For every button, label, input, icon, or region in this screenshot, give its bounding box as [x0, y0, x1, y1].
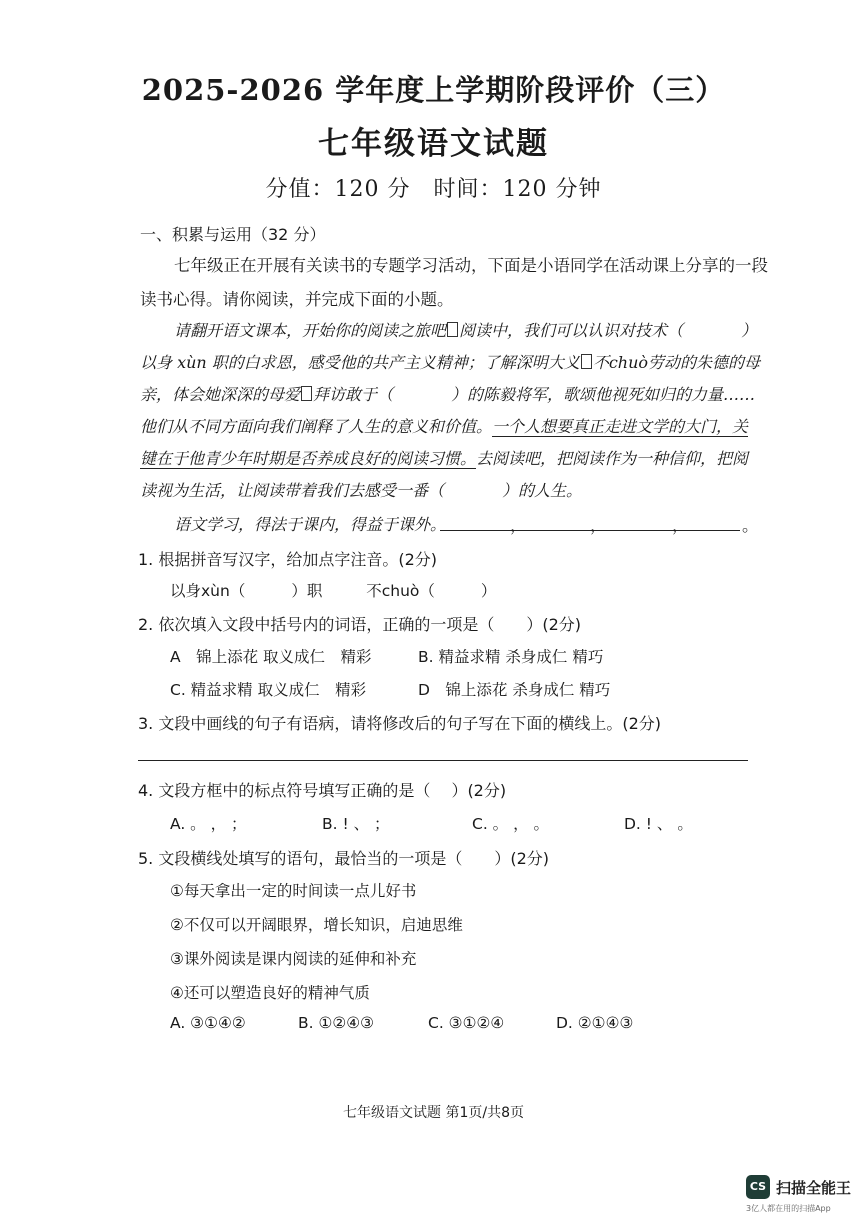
passage-line-2: 以身 xùn 职的白求恩，感受他的共产主义精神；了解深明大义 不chuò劳动的朱德的母	[140, 353, 761, 372]
camscanner-logo-icon: CS	[746, 1175, 770, 1199]
q2-option-d[interactable]: D 锦上添花 杀身成仁 精巧	[418, 681, 611, 699]
intro-line-2: 读书心得。请你阅读，并完成下面的小题。	[140, 290, 454, 309]
passage-line-5: 键在于他青少年时期是否养成良好的阅读习惯。去阅读吧，把阅读作为一种信仰，把阅	[140, 449, 749, 468]
question-1-blanks: 以身xùn（ ）职 不chuò（ ）	[170, 582, 497, 600]
punctuation-box-2	[581, 354, 592, 369]
q4-option-b[interactable]: B. ! 、 ；	[322, 815, 390, 833]
underlined-sentence-part-1: 一个人想要真正走进文学的大门，关	[492, 417, 749, 436]
q5-sentence-2: ②不仅可以开阔眼界，增长知识，启迪思维	[170, 916, 463, 934]
q2-option-c[interactable]: C. 精益求精 取义成仁 精彩	[170, 681, 367, 699]
page-footer: 七年级语文试题 第1页/共8页	[343, 1105, 524, 1121]
section-heading: 一、积累与运用（32 分）	[140, 225, 326, 244]
punctuation-box-1	[447, 322, 458, 337]
question-3-stem: 3. 文段中画线的句子有语病，请将修改后的句子写在下面的横线上。(2分)	[138, 714, 662, 733]
exam-subtitle: 七年级语文试题	[318, 126, 549, 162]
intro-line-1: 七年级正在开展有关读书的专题学习活动，下面是小语同学在活动课上分享的一段	[174, 256, 768, 275]
q3-answer-line[interactable]	[138, 760, 748, 761]
q5-sentence-4: ④还可以塑造良好的精神气质	[170, 984, 370, 1002]
q4-option-a[interactable]: A. 。 ， ；	[170, 815, 247, 833]
q5-option-b[interactable]: B. ①②④③	[298, 1014, 375, 1032]
q5-sentence-3: ③课外阅读是课内阅读的延伸和补充	[170, 950, 417, 968]
q5-sentence-1: ①每天拿出一定的时间读一点儿好书	[170, 882, 417, 900]
score-time: 分值：120 分 时间：120 分钟	[265, 177, 602, 202]
q2-option-b[interactable]: B. 精益求精 杀身成仁 精巧	[418, 648, 604, 666]
exam-page: 2025-2026 学年度上学期阶段评价（三） 七年级语文试题 分值：120 分 时间：120 分钟 一、积累与运用（32 分） 七年级正在开展有关读书的专题学习活动，下面是小语同学在活动课上分享的一段 读书心得。请你阅读，并完成下面的小题。 请翻开语文课本，开始你的阅读之旅吧 阅读中，我们可以认识对技术（ ） 以身 xùn 职的白求恩，感受他的共产主义精神；了解深明大义 不chuò劳动的朱德的母 亲，体会她深深的母爱 拜访敢于（ ）的陈毅将军，歌颂他视死如归的力量…… 他们从不同方面向我们阐释了人生的意义和价值。一个人想要真正走进文学的大门，关 键在于他青少年时期是否养成良好的阅读习惯。去阅读吧，把阅读作为一种信仰，把阅 读视为生活，让阅读带着我们去感受一番（ ）的人生。 语文学习，得法于课内，得益于课外。 ， ， ， 。 1. 根据拼音写汉字，给加点字注音。(2分) 以身xùn（ ）职 不chuò（ ） 2. 依次填入文段中括号内的词语，正确的一项是（ ）(2分) A 锦上添花 取义成仁 精彩 B. 精益求精 杀身成仁 精巧 C. 精益求精 取义成仁 精彩 D 锦上添花 杀身成仁 精巧 3. 文段中画线的句子有语病，请将修改后的句子写在下面的横线上。(2分) 4. 文段方框中的标点符号填写正确的是（ ）(2分) A. 。 ， ； B. ! 、 ； C. 。 ， 。 D. ! 、 。 5. 文段横线处填写的语句，最恰当的一项是（ ）(2分) ①每天拿出一定的时间读一点儿好书 ②不仅可以开阔眼界，增长知识，启迪思维 ③课外阅读是课内阅读的延伸和补充 ④还可以塑造良好的精神气质 A. ③①④② B. ①②④③ C. ③①②④ D. ②①④③ 七年级语文试题 第1页/共8页 CS 扫描全能王 3亿人都在用的扫描App	[0, 0, 867, 1228]
q5-option-d[interactable]: D. ②①④③	[556, 1014, 634, 1032]
q2-option-a[interactable]: A 锦上添花 取义成仁 精彩	[170, 648, 372, 666]
passage-line-7: 语文学习，得法于课内，得益于课外。	[174, 515, 447, 534]
q4-option-c[interactable]: C. 。 ， 。	[472, 815, 550, 833]
q5-option-c[interactable]: C. ③①②④	[428, 1014, 505, 1032]
punctuation-box-3	[301, 386, 312, 401]
exam-title: 2025-2026 学年度上学期阶段评价（三）	[141, 73, 726, 107]
q4-option-d[interactable]: D. ! 、 。	[624, 815, 693, 833]
question-4-stem: 4. 文段方框中的标点符号填写正确的是（ ）(2分)	[138, 781, 507, 800]
passage-line-1: 请翻开语文课本，开始你的阅读之旅吧 阅读中，我们可以认识对技术（ ）	[174, 321, 758, 340]
question-2-stem: 2. 依次填入文段中括号内的词语，正确的一项是（ ）(2分)	[138, 615, 582, 634]
passage-line-3: 亲，体会她深深的母爱 拜访敢于（ ）的陈毅将军，歌颂他视死如归的力量……	[140, 385, 756, 404]
q5-option-a[interactable]: A. ③①④②	[170, 1014, 246, 1032]
watermark-name: 扫描全能王	[776, 1179, 852, 1197]
question-1-stem: 1. 根据拼音写汉字，给加点字注音。(2分)	[138, 550, 438, 569]
passage-line-4: 他们从不同方面向我们阐释了人生的意义和价值。一个人想要真正走进文学的大门，关	[140, 417, 749, 436]
question-5-stem: 5. 文段横线处填写的语句，最恰当的一项是（ ）(2分)	[138, 849, 550, 868]
underlined-sentence-part-2: 键在于他青少年时期是否养成良好的阅读习惯。	[140, 449, 477, 468]
watermark-subtitle: 3亿人都在用的扫描App	[746, 1204, 831, 1213]
passage-line-6: 读视为生活，让阅读带着我们去感受一番（ ）的人生。	[140, 481, 583, 500]
